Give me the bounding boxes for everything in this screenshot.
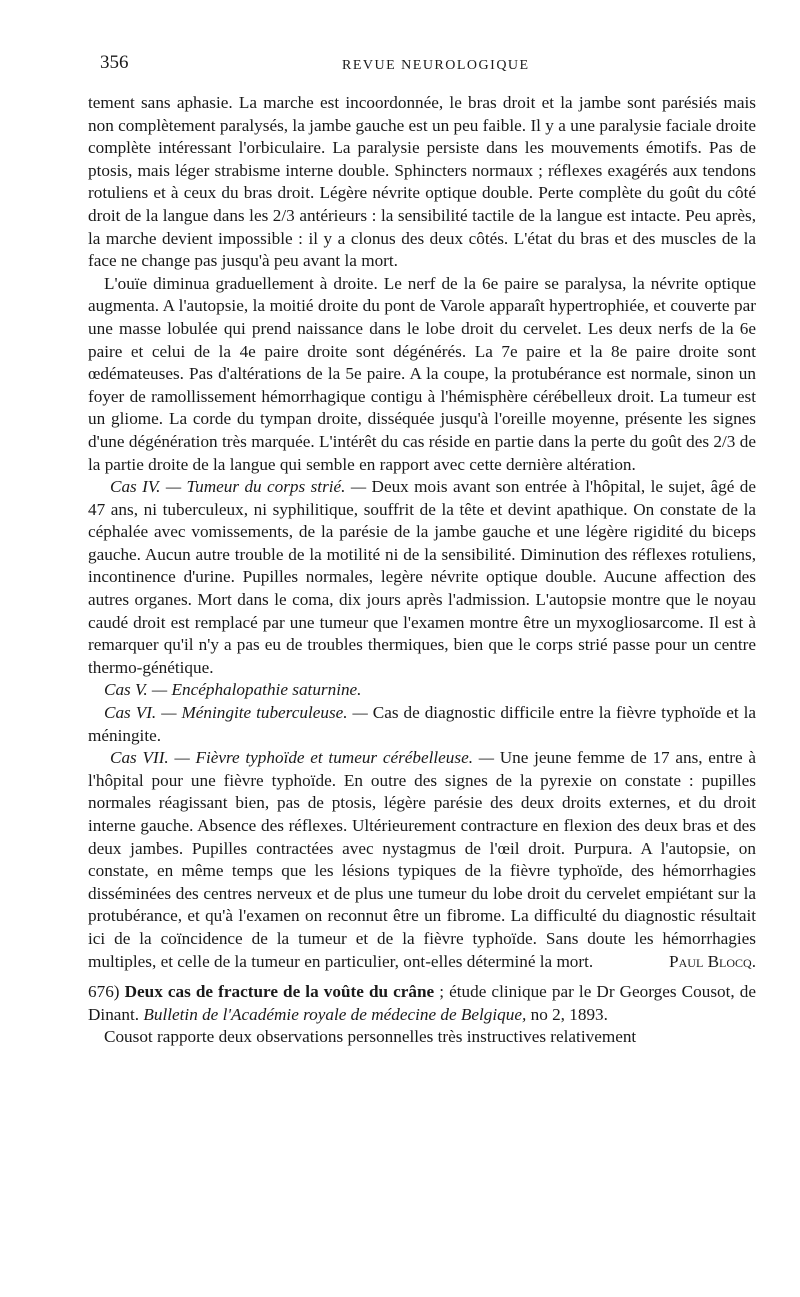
paragraph-2: L'ouïe diminua graduellement à droite. Le nerf de la 6e paire se paralysa, la névrite optique augmenta. A l'autopsie, la moitié droite du pont de Varole apparaît hypertrophiée, et couverte par une masse lobulée qui prend naissance dans le lobe droit du cervelet. Les deux nerfs de la 6e paire et celui de la 4e paire droite sont dégénérés. La 7e paire et la 8e paire droite sont œdémateuses. Pas d'altérations de la 5e paire. A la coupe, la protubérance est normale, sinon un foyer de ramollissement hémorrhagique contigu à l'hémisphère cérébelleux droit. La tumeur est un gliome. La corde du tympan droite, disséquée jusqu'à l'oreille moyenne, présente les signes d'une dégénération très marquée. L'intérêt du cas réside en partie dans la perte du goût des 2/3 de la partie droite de la langue qui semble en rapport avec cette dernière altération. xyxy=(88,273,756,474)
paragraph-8: Cousot rapporte deux observations personnelles très instructives relativement xyxy=(104,1027,637,1047)
entry-title: Deux cas de fracture de la voûte du crâne xyxy=(119,982,435,1002)
page-body xyxy=(88,92,756,1049)
case-6-text: Cas de diagnostic difficile entre la fièvre typhoïde et la méningite. xyxy=(88,703,756,745)
case-7-text: Une jeune femme de 17 ans, entre à l'hôpital pour une fièvre typhoïde. En outre des signes de la pyrexie on constate : pupilles normales réagissant bien, pas de ptosis, légère parésie des deux droits externes, et du droit interne gauche. Absence des réflexes. Ultérieurement contracture en flexion des deux bras et des deux jambes. Pupilles contractées avec nystagmus de l'œil droit. Purpura. A l'autopsie, on constate, en même temps que les lésions typiques de la fièvre typhoïde, des hémorrhagies disséminées des centres nerveux et de plus une tumeur du lobe droit du cervelet empiétant sur la protubérance, et qu'à l'examen on reconnut être un fibrome. La difficulté du diagnostic résultait ici de la coïncidence de la tumeur et de la fièvre typhoïde. Sans doute les hémorrhagies multiples, et celle de la tumeur en particulier, ont-elles déterminé la mort. xyxy=(88,748,756,971)
entry-author: ; étude clinique par le Dr Georges Cousot, de Dinant. xyxy=(88,982,756,1024)
case-6-label: Cas VI. — Méningite tuberculeuse. — xyxy=(104,703,368,723)
entry-reference: no 2, 1893. xyxy=(526,1004,608,1024)
case-4-text: Deux mois avant son entrée à l'hôpital, le sujet, âgé de 47 ans, ni tuberculeux, ni syphilitique, souffrit de la tête et devint apathique. On constate de la céphalée avec vomissements, de la parésie de la jambe gauche et une légère rigidité du biceps gauche. Aucun autre trouble de la motilité ni de la sensibilité. Diminution des réflexes rotuliens, incontinence d'urine. Pupilles normales, legère névrite optique double. Aucune affection des autres organes. Mort dans le coma, dix jours après l'admission. L'autopsie montre que le noyau caudé droit est remplacé par une tumeur que l'examen montre être un myxogliosarcome. Il est à remarquer qu'il n'y a pas eu de troubles thermiques, bien que le corps strié passe pour un centre thermo-génétique. xyxy=(88,477,757,677)
paragraph-1: tement sans aphasie. La marche est incoordonnée, le bras droit et la jambe sont parésiés mais non complètement paralysés, la jambe gauche est un peu faible. Il y a une paralysie faciale droite complète intéressant l'orbiculaire. La paralysie persiste dans les mouvements émotifs. Pas de ptosis, mais léger strabisme interne double. Sphincters normaux ; réflexes exagérés aux tendons rotuliens et à ceux du bras droit. Légère névrite optique double. Perte complète du goût du côté droit de la langue dans les 2/3 antérieurs : la sensibilité tactile de la langue est intacte. Peu après, la marche devient impossible : il y a clonus des deux côtés. L'état du bras et des muscles de la face ne change pas jusqu'à peu avant la mort. xyxy=(88,93,756,271)
page-header xyxy=(100,52,760,82)
paragraph-case-7 xyxy=(88,747,756,973)
entry-number: 676) xyxy=(88,982,120,1002)
signature: Paul Blocq. xyxy=(669,951,756,971)
case-4-label: Cas IV. — Tumeur du corps strié. — xyxy=(110,477,367,497)
paragraph-676 xyxy=(88,981,756,1026)
page-number: 356 xyxy=(100,52,129,73)
paragraph-case-6 xyxy=(88,702,756,747)
paragraph-case-5 xyxy=(88,679,756,702)
case-5-label: Cas V. — Encéphalopathie saturnine. xyxy=(104,680,362,700)
case-7-label: Cas VII. — Fièvre typhoïde et tumeur cérébelleuse. — xyxy=(110,748,495,768)
entry-journal: Bulletin de l'Académie royale de médecine de Belgique, xyxy=(139,1004,527,1024)
running-title: REVUE NEUROLOGIQUE xyxy=(342,58,530,73)
paragraph-case-4 xyxy=(88,476,756,679)
